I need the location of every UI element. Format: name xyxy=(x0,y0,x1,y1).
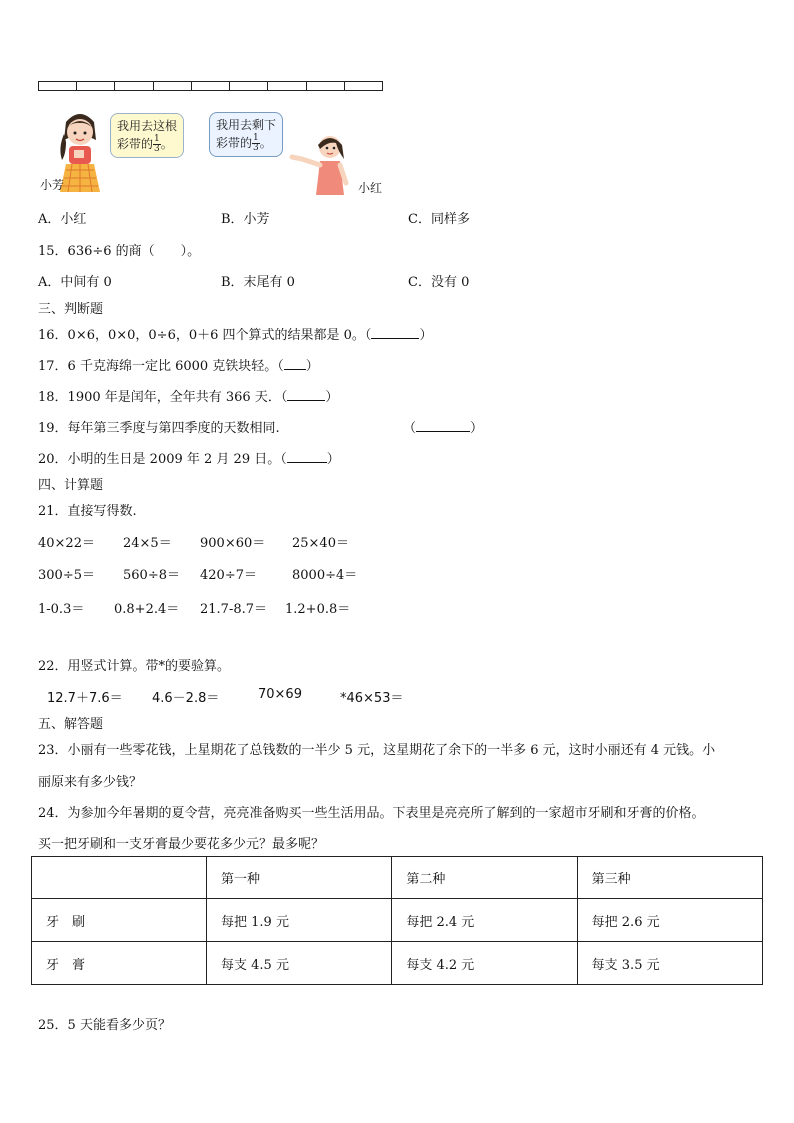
q14-option-b[interactable]: B．小芳 xyxy=(221,212,270,227)
bubble-text: 。 xyxy=(160,137,173,151)
section-heading-solve: 五、解答题 xyxy=(38,717,104,732)
answer-blank[interactable] xyxy=(416,419,470,432)
table-row xyxy=(32,899,763,942)
ribbon-segment xyxy=(154,82,192,90)
fraction-denominator: 3 xyxy=(154,144,160,154)
calc-item: 420÷7＝ xyxy=(200,568,257,583)
calc-item: 1.2+0.8＝ xyxy=(285,602,351,617)
question-paren: ） xyxy=(470,421,484,436)
bubble-text: 彩带的 xyxy=(216,136,253,150)
fraction-numerator: 1 xyxy=(253,133,259,143)
judge-question-20 xyxy=(38,448,340,467)
ribbon-segment xyxy=(77,82,115,90)
question-text: 17．6 千克海绵一定比 6000 克铁块轻。（ xyxy=(38,359,284,374)
q22-stem: 22．用竖式计算。带*的要验算。 xyxy=(38,659,231,674)
judge-question-19-answer xyxy=(403,417,483,436)
price-table xyxy=(31,856,763,985)
calc-item: 40×22＝ xyxy=(38,536,95,551)
ribbon-segment xyxy=(39,82,77,90)
calc-item: 0.8+2.4＝ xyxy=(114,602,180,617)
ribbon-segment xyxy=(345,82,382,90)
table-row xyxy=(32,942,763,985)
question-text: 20．小明的生日是 2009 年 2 月 29 日。（ xyxy=(38,452,287,467)
ribbon-segment xyxy=(230,82,268,90)
fraction-one-third xyxy=(153,135,161,154)
question-paren: （ xyxy=(403,421,417,436)
vertical-calc-item: *46×53＝ xyxy=(340,691,404,706)
question-paren: ） xyxy=(419,328,433,343)
q23-line: 23．小丽有一些零花钱，上星期花了总钱数的一半少 5 元，这星期花了余下的一半多 6 元，这时小丽还有 4 元钱。小 xyxy=(38,743,716,758)
section-heading-judge: 三、判断题 xyxy=(38,302,104,317)
answer-blank[interactable] xyxy=(284,357,306,370)
table-header-cell: 第三种 xyxy=(577,857,762,899)
ribbon-segment xyxy=(268,82,306,90)
table-cell: 每支 3.5 元 xyxy=(577,942,762,985)
ribbon-segment xyxy=(115,82,153,90)
q15-option-b[interactable]: B．末尾有 0 xyxy=(221,275,295,290)
q25-stem: 25．5 天能看多少页？ xyxy=(38,1018,171,1033)
bubble-line xyxy=(216,134,276,153)
table-cell: 每把 1.9 元 xyxy=(207,899,392,942)
ribbon-segment xyxy=(307,82,345,90)
question-paren: ） xyxy=(326,452,340,467)
speech-bubble-xiaohong xyxy=(209,112,283,157)
table-cell: 牙 刷 xyxy=(32,899,207,942)
table-header-cell: 第一种 xyxy=(207,857,392,899)
judge-question-19 xyxy=(38,417,280,436)
table-cell: 牙 膏 xyxy=(32,942,207,985)
calc-item: 1-0.3＝ xyxy=(38,602,85,617)
name-label-xiaofang: 小芳 xyxy=(40,178,65,192)
judge-question-18 xyxy=(38,386,338,405)
table-cell: 每支 4.2 元 xyxy=(392,942,577,985)
vertical-calc-item: 70×69 xyxy=(258,687,302,702)
bubble-text: 。 xyxy=(259,136,272,150)
table-header-cell xyxy=(32,857,207,899)
calc-item: 24×5＝ xyxy=(123,536,172,551)
question-text: 19．每年第三季度与第四季度的天数相同. xyxy=(38,421,280,436)
answer-blank[interactable] xyxy=(287,388,325,401)
bubble-line xyxy=(117,135,177,154)
q14-option-a[interactable]: A．小红 xyxy=(38,212,87,227)
judge-question-16 xyxy=(38,324,432,343)
q24-line: 24．为参加今年暑期的夏令营，亮亮准备购买一些生活用品。下表里是亮亮所了解到的一家超市牙刷和牙膏的价格。 xyxy=(38,806,705,821)
table-cell: 每把 2.6 元 xyxy=(577,899,762,942)
ribbon-segment xyxy=(192,82,230,90)
table-cell: 每支 4.5 元 xyxy=(207,942,392,985)
bubble-line: 我用去剩下 xyxy=(216,118,277,132)
answer-blank[interactable] xyxy=(371,326,419,339)
calc-item: 900×60＝ xyxy=(200,536,266,551)
q24-line: 买一把牙刷和一支牙膏最少要花多少元？最多呢？ xyxy=(38,837,325,852)
q23-line: 丽原来有多少钱？ xyxy=(38,775,143,790)
table-header-row xyxy=(32,857,763,899)
q15-option-c[interactable]: C．没有 0 xyxy=(408,275,470,290)
question-text: 18．1900 年是闰年，全年共有 366 天．（ xyxy=(38,390,288,405)
bubble-text: 彩带的 xyxy=(117,137,154,151)
speech-bubble-xiaofang xyxy=(110,113,184,158)
calc-item: 25×40＝ xyxy=(292,536,349,551)
judge-question-17 xyxy=(38,355,319,374)
table-header-cell: 第二种 xyxy=(392,857,577,899)
question-paren: ） xyxy=(325,390,339,405)
fraction-numerator: 1 xyxy=(154,134,160,144)
table-cell: 每把 2.4 元 xyxy=(392,899,577,942)
vertical-calc-item: 12.7＋7.6＝ xyxy=(47,691,123,706)
bubble-line: 我用去这根 xyxy=(117,119,178,133)
vertical-calc-item: 4.6－2.8＝ xyxy=(152,691,220,706)
question-text: 16．0×6，0×0，0÷6，0＋6 四个算式的结果都是 0。（ xyxy=(38,328,372,343)
q15-option-a[interactable]: A．中间有 0 xyxy=(38,275,112,290)
name-label-xiaohong: 小红 xyxy=(358,181,383,195)
q15-stem: 15．636÷6 的商（ ）。 xyxy=(38,244,201,259)
fraction-one-third xyxy=(252,134,260,153)
calc-item: 560÷8＝ xyxy=(123,568,180,583)
question-paren: ） xyxy=(305,359,319,374)
girl-xiaohong-illustration xyxy=(288,133,356,197)
calc-item: 8000÷4＝ xyxy=(292,568,358,583)
ribbon-diagram xyxy=(38,81,383,91)
section-heading-calc: 四、计算题 xyxy=(38,478,104,493)
fraction-denominator: 3 xyxy=(253,143,259,153)
calc-item: 21.7-8.7＝ xyxy=(200,602,268,617)
answer-blank[interactable] xyxy=(287,450,327,463)
calc-item: 300÷5＝ xyxy=(38,568,95,583)
q14-option-c[interactable]: C．同样多 xyxy=(408,212,470,227)
q21-stem: 21．直接写得数. xyxy=(38,504,137,519)
